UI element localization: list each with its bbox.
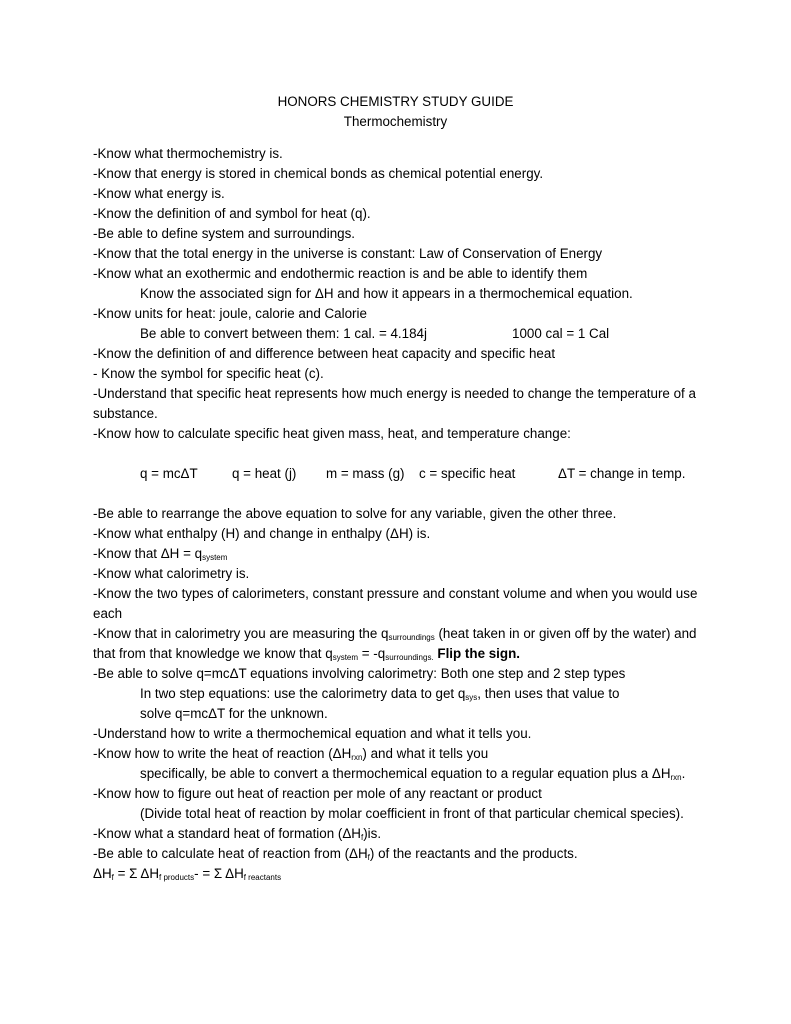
list-item: -Know that energy is stored in chemical bonds as chemical potential energy. <box>93 166 544 181</box>
list-item: Be able to convert between them: 1 cal. = 4.184j <box>140 326 427 341</box>
list-item: that from that knowledge we know that $q_{system} = -q_{surroundings.}$ Flip the sign. <box>93 646 520 662</box>
list-item: -Be able to define system and surroundings. <box>93 226 356 241</box>
list-item: substance. <box>93 406 158 421</box>
equation-c: c = specific heat <box>419 466 516 481</box>
equation-formula: q = mcΔT <box>140 466 198 481</box>
list-item: -Know how to calculate specific heat given mass, heat, and temperature change: <box>93 426 571 441</box>
list-item: -Understand how to write a thermochemical equation and what it tells you. <box>93 726 532 741</box>
list-item: (Divide total heat of reaction by molar coefficient in front of that particular chemical species). <box>140 806 684 821</box>
list-item: In two step equations: use the calorimetry data to get $q_{sys}$, then uses that value to <box>140 686 620 702</box>
list-item: - Know the symbol for specific heat (c). <box>93 366 324 381</box>
list-item: -Be able to rearrange the above equation to solve for any variable, given the other three. <box>93 506 617 521</box>
list-item: -Know units for heat: joule, calorie and Calorie <box>93 306 367 321</box>
flip-sign-note: Flip the sign. <box>433 646 520 661</box>
list-item: -Know what energy is. <box>93 186 225 201</box>
list-item: -Know what calorimetry is. <box>93 566 250 581</box>
list-item: Know the associated sign for ΔH and how it appears in a thermochemical equation. <box>140 286 633 301</box>
equation-dt: ΔT = change in temp. <box>558 466 686 481</box>
list-item: -Know the two types of calorimeters, constant pressure and constant volume and when you would use <box>93 586 698 601</box>
list-item: -Understand that specific heat represents how much energy is needed to change the temperature of a <box>93 386 696 401</box>
list-item: -Know what a standard heat of formation $(\Delta H_f)is$. <box>93 826 382 842</box>
list-item: -Know how to write the heat of reaction $(\Delta H_{rxn})$ and what it tells you <box>93 746 489 762</box>
heat-of-reaction-formula: $\Delta H_f = \Sigma$ $\Delta H_{f products}- = \Sigma$ $\Delta H_{f reactants}$ <box>93 866 282 882</box>
equation-m: m = mass (g) <box>326 466 405 481</box>
list-item: -Know that in calorimetry you are measuring the $q_{surroundings}$ (heat taken in or given off by the water) and <box>93 626 697 642</box>
page-subtitle: Thermochemistry <box>343 114 448 129</box>
conversion-note: 1000 cal = 1 Cal <box>512 326 610 341</box>
list-item: -Be able to calculate heat of reaction from $(\Delta H_f)$ of the reactants and the products. <box>93 846 578 862</box>
list-item: -Know what enthalpy (H) and change in enthalpy (ΔH) is. <box>93 526 431 541</box>
page-title: HONORS CHEMISTRY STUDY GUIDE <box>277 94 514 109</box>
list-item: -Know how to figure out heat of reaction per mole of any reactant or product <box>93 786 542 801</box>
list-item: -Know what an exothermic and endothermic reaction is and be able to identify them <box>93 266 588 281</box>
list-item: solve q=mcΔT for the unknown. <box>140 706 328 721</box>
list-item: -Know that the total energy in the universe is constant: Law of Conservation of Energy <box>93 246 603 261</box>
list-item: -Know the definition of and difference between heat capacity and specific heat <box>93 346 556 361</box>
list-item: -Know what thermochemistry is. <box>93 146 283 161</box>
list-item: each <box>93 606 123 621</box>
equation-q: q = heat (j) <box>232 466 297 481</box>
list-item: -Know that $\Delta H = q_{system}$ <box>93 546 228 562</box>
list-item: -Be able to solve q=mcΔT equations involving calorimetry: Both one step and 2 step types <box>93 666 626 681</box>
list-item: specifically, be able to convert a thermochemical equation to a regular equation plus a $\Delta H_{rxn}$. <box>140 766 686 782</box>
list-item: -Know the definition of and symbol for heat (q). <box>93 206 371 221</box>
